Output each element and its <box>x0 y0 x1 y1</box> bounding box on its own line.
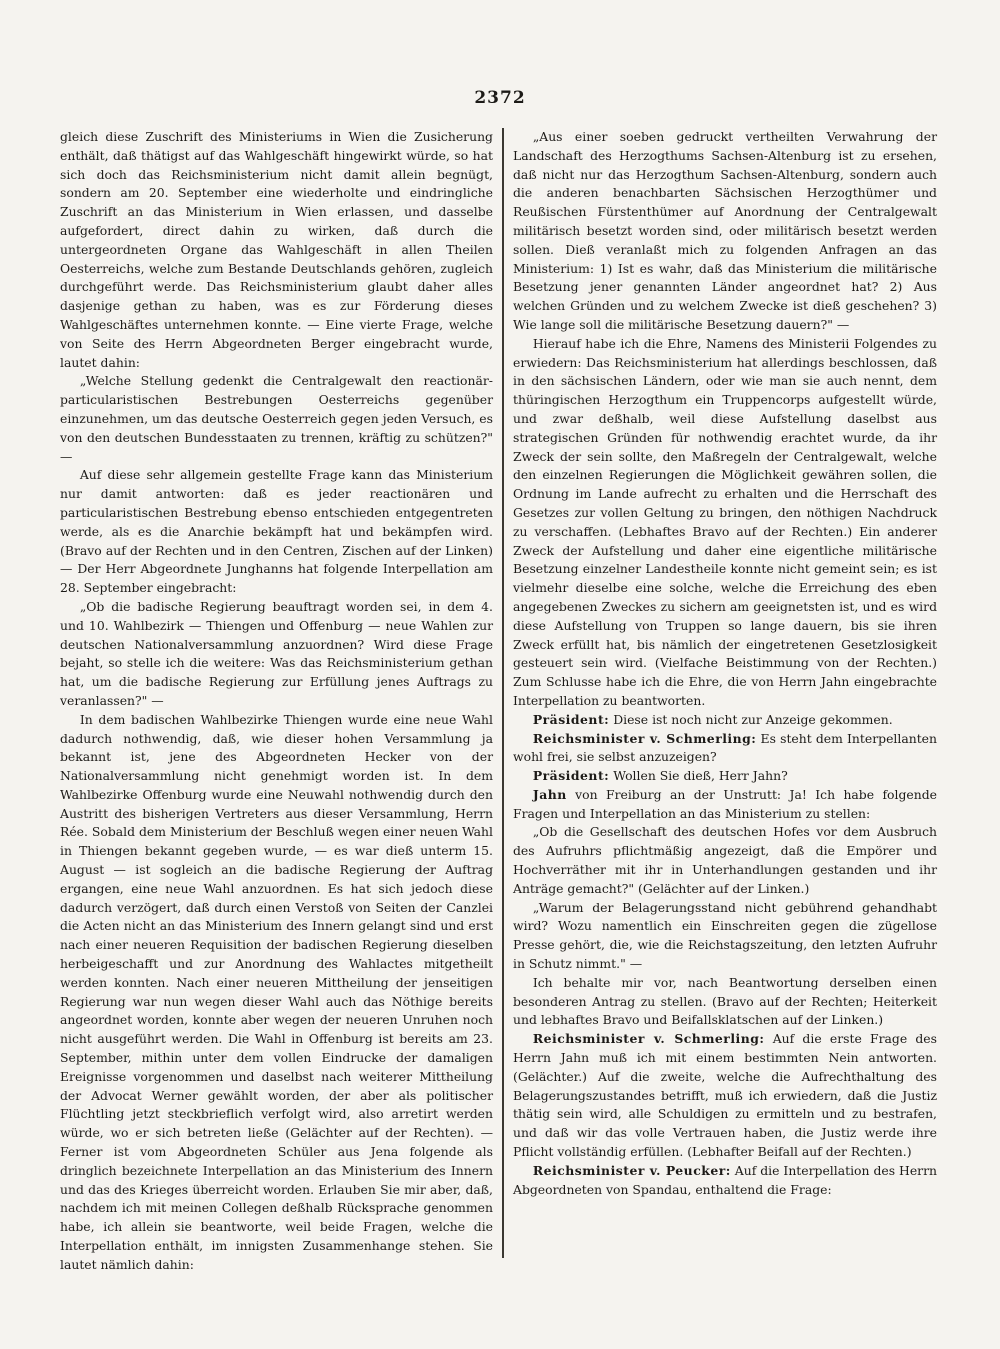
speech-text: Es steht dem Interpellanten wohl frei, sie selbst anzuzeigen? <box>513 730 937 765</box>
paragraph-text: „Aus einer soeben gedruckt vertheilten Verwahrung der Landschaft des Herzogthums Sachsen-Altenburg ist zu ersehen, daß nicht nur das Herzogthum Sachsen-Altenburg, sondern auch die anderen benachbarten Sächsischen Herzogthümer und Reußischen Fürstenthümer auf Anordnung der Centralgewalt militärisch besetzt worden sind, oder militärisch besetzt werden sollen. Dieß veranlaßt mich zu folgenden Anfragen an das Ministerium: 1) Ist es wahr, daß das Ministerium die militärische Besetzung jener genannten Länder angeordnet hat? 2) Aus welchen Gründen und zu welchem Zwecke ist dieß geschehen? 3) Wie lange soll die militärische Besetzung dauern?" — <box>513 129 937 332</box>
column-divider <box>502 128 504 1258</box>
quoted-question: „Ob die badische Regierung beauftragt worden sei, in dem 4. und 10. Wahlbezirk — Thiengen und Offenburg — neue Wahlen zur deutschen Nationalversammlung anzuordnen? Wird diese Frage bejaht, so stelle ich die weitere: Was das Reichsministerium gethan hat, um die badische Regierung zur Erfüllung jenes Auftrags zu veranlassen?" — <box>60 598 493 708</box>
paragraph <box>513 974 937 1030</box>
speaker-name: Reichsminister v. Schmerling: <box>532 1031 765 1047</box>
speech-paragraph <box>513 767 937 786</box>
paragraph: Auf diese sehr allgemein gestellte Frage kann das Ministerium nur damit antworten: daß es jeder reactionären und particularistischen Bestrebung ebenso entschieden entgegentreten werde, als es die Anarchie bekämpft hat und bekämpfen wird. (Bravo auf der Rechten und in den Centren, Zischen auf der Linken) — Der Herr Abgeordnete Junghanns hat folgende Interpellation am 28. September eingebracht: <box>60 467 493 596</box>
speech-paragraph <box>513 711 937 730</box>
speaker-name: Präsident: <box>532 711 610 727</box>
speaker-name: Präsident: <box>532 768 610 784</box>
speech-paragraph <box>513 786 937 824</box>
speech-paragraph <box>513 1030 937 1162</box>
quoted-question <box>513 823 937 898</box>
speech-text: von Freiburg an der Unstrutt: Ja! Ich habe folgende Fragen und Interpellation an das Ministerium zu stellen: <box>513 786 937 821</box>
speaker-name: Reichsminister v. Peucker: <box>532 1162 731 1178</box>
quoted-question: „Welche Stellung gedenkt die Centralgewalt den reactionär-particularistischen Bestrebungen Oesterreichs gegenüber einzunehmen, um das deutsche Oesterreich gegen jeden Versuch, es von den deutschen Bundesstaaten zu trennen, kräftig zu schützen?" — <box>60 373 493 464</box>
paragraph-text: Hierauf habe ich die Ehre, Namens des Ministerii Folgendes zu erwiedern: Das Reichsministerium hat allerdings beschlossen, daß in den sächsischen Ländern, oder wie man sie auch nennt, dem thüringischen Herzogthum ein Truppencorps aufgestellt würde, und zwar deßhalb, weil diese Aufstellung daselbst aus strategischen Gründen für nothwendig erachtet wurde, da ihr Zweck der sein sollte, den Maßregeln der Centralgewalt, welche den einzelnen Regierungen die Möglichkeit gewähren sollen, die Ordnung im Lande aufrecht zu erhalten und die Herrschaft des Gesetzes zur vollen Geltung zu bringen, den nöthigen Nachdruck zu verschaffen. (Lebhaftes Bravo auf der Rechten.) Ein anderer Zweck der Aufstellung und daher eine eigentliche militärische Besetzung einzelner Landestheile konnte nicht gemeint sein; es ist vielmehr dieselbe eine solche, welche die Erreichung des eben angegebenen Zweckes zu sichern am geeignetsten ist, und es wird diese Aufstellung von Truppen so lange dauern, bis sie ihren Zweck erfüllt hat, bis nämlich der eingetretenen Gesetzlosigkeit gesteuert sein wird. (Vielfache Beistimmung von der Rechten.) Zum Schlusse habe ich die Ehre, die von Herrn Jahn eingebrachte Interpellation zu beantworten. <box>513 335 937 708</box>
quoted-question <box>513 128 937 335</box>
quoted-question <box>513 899 937 974</box>
speaker-name: Reichsminister v. Schmerling: <box>532 730 757 746</box>
left-column <box>60 128 493 1275</box>
paragraph-text: „Warum der Belagerungsstand nicht gebührend gehandhabt wird? Wozu namentlich ein Einschreiten gegen die zügellose Presse gehört, die, wie die Reichstagszeitung, den letzten Aufruhr in Schutz nimmt." — <box>513 899 937 972</box>
speech-text: Auf die erste Frage des Herrn Jahn muß ich mit einem bestimmten Nein antworten. (Gelächter.) Auf die zweite, welche die Aufrechthaltung des Belagerungszustandes betrifft, muß ich erwiedern, daß die Justiz thätig sein wird, alle Schuldigen zu ermitteln und zu bestrafen, und daß wir das volle Vertrauen haben, die Justiz werde ihre Pflicht vollständig erfüllen. (Lebhafter Beifall auf der Rechten.) <box>513 1031 937 1160</box>
speaker-name: Jahn <box>532 786 567 802</box>
speech-text: Wollen Sie dieß, Herr Jahn? <box>613 768 788 784</box>
speech-paragraph <box>513 1162 937 1200</box>
speech-text: Diese ist noch nicht zur Anzeige gekommen. <box>613 711 893 727</box>
paragraph: In dem badischen Wahlbezirke Thiengen wurde eine neue Wahl dadurch nothwendig, daß, wie dieser hohen Versammlung ja bekannt ist, jene des Abgeordneten Hecker von der Nationalversammlung nicht genehmigt worden ist. In dem Wahlbezirke Offenburg wurde eine Neuwahl nothwendig durch den Austritt des bisherigen Vertreters aus dieser Versammlung, Herrn Rée. Sobald dem Ministerium der Beschluß wegen einer neuen Wahl in Thiengen bekannt gegeben wurde, — es war dieß unterm 15. August — ist sogleich an die badische Regierung der Auftrag ergangen, eine neue Wahl anzuordnen. Es hat sich jedoch diese dadurch verzögert, daß durch einen Verstoß von Seiten der Canzlei die Acten nicht an das Ministerium des Innern gelangt sind und erst nach einer neueren Requisition der badischen Regierung dieselben herbeigeschafft und zur Anordnung des Wahlactes mitgetheilt werden konnten. Nach einer neueren Mittheilung der jenseitigen Regierung war nun wegen dieser Wahl auch das Nöthige bereits angeordnet worden, konnte aber wegen der neueren Unruhen noch nicht ausgeführt werden. Die Wahl in Offenburg ist bereits am 23. September, mithin unter dem vollen Eindrucke der damaligen Ereignisse vorgenommen und daselbst nach weiterer Mittheilung der Advocat Werner gewählt worden, der aber als politischer Flüchtling jetzt steckbrieflich verfolgt wird, also arretirt werden würde, wo er sich betreten ließe (Gelächter auf der Rechten). — Ferner ist vom Abgeordneten Schüler aus Jena folgende als dringlich bezeichnete Interpellation an das Ministerium des Innern und das des Krieges überreicht worden. Erlauben Sie mir aber, daß, nachdem ich mit meinen Collegen deßhalb Rücksprache genommen habe, ich allein sie beantworte, weil beide Fragen, welche die Interpellation enthält, im innigsten Zusammenhange stehen. Sie lautet nämlich dahin: <box>60 711 493 1272</box>
paragraph <box>513 335 937 711</box>
right-column <box>513 128 937 1199</box>
speech-text: Auf die Interpellation des Herrn Abgeordneten von Spandau, enthaltend die Frage: <box>513 1162 937 1197</box>
paragraph-text: Ich behalte mir vor, nach Beantwortung derselben einen besonderen Antrag zu stellen. (Bravo auf der Rechten; Heiterkeit und lebhaftes Bravo und Beifallsklatschen auf der Linken.) <box>513 974 937 1028</box>
paragraph-text: „Ob die Gesellschaft des deutschen Hofes vor dem Ausbruch des Aufruhrs pflichtmäßig angezeigt, daß die Empörer und Hochverräther mit ihr in Unterhandlungen gestanden und ihr Anträge gemacht?" (Gelächter auf der Linken.) <box>513 824 937 896</box>
speech-paragraph <box>513 730 937 768</box>
paragraph: gleich diese Zuschrift des Ministeriums in Wien die Zusicherung enthält, daß thätigst auf das Wahlgeschäft hingewirkt würde, so hat sich doch das Reichsministerium nicht damit allein begnügt, sondern am 20. September eine wiederholte und eindringliche Zuschrift an das Ministerium in Wien erlassen, und dasselbe aufgefordert, direct dahin zu wirken, daß durch die untergeordneten Organe das Wahlgeschäft in allen Theilen Oesterreichs, welche zum Bestande Deutschlands gehören, zugleich durchgeführt werde. Das Reichsministerium glaubt daher alles dasjenige gethan zu haben, was es zur Förderung dieses Wahlgeschäftes unternehmen konnte. — Eine vierte Frage, welche von Seite des Herrn Abgeordneten Berger eingebracht wurde, lautet dahin: <box>60 129 493 370</box>
page-number: 2372 <box>474 88 526 108</box>
